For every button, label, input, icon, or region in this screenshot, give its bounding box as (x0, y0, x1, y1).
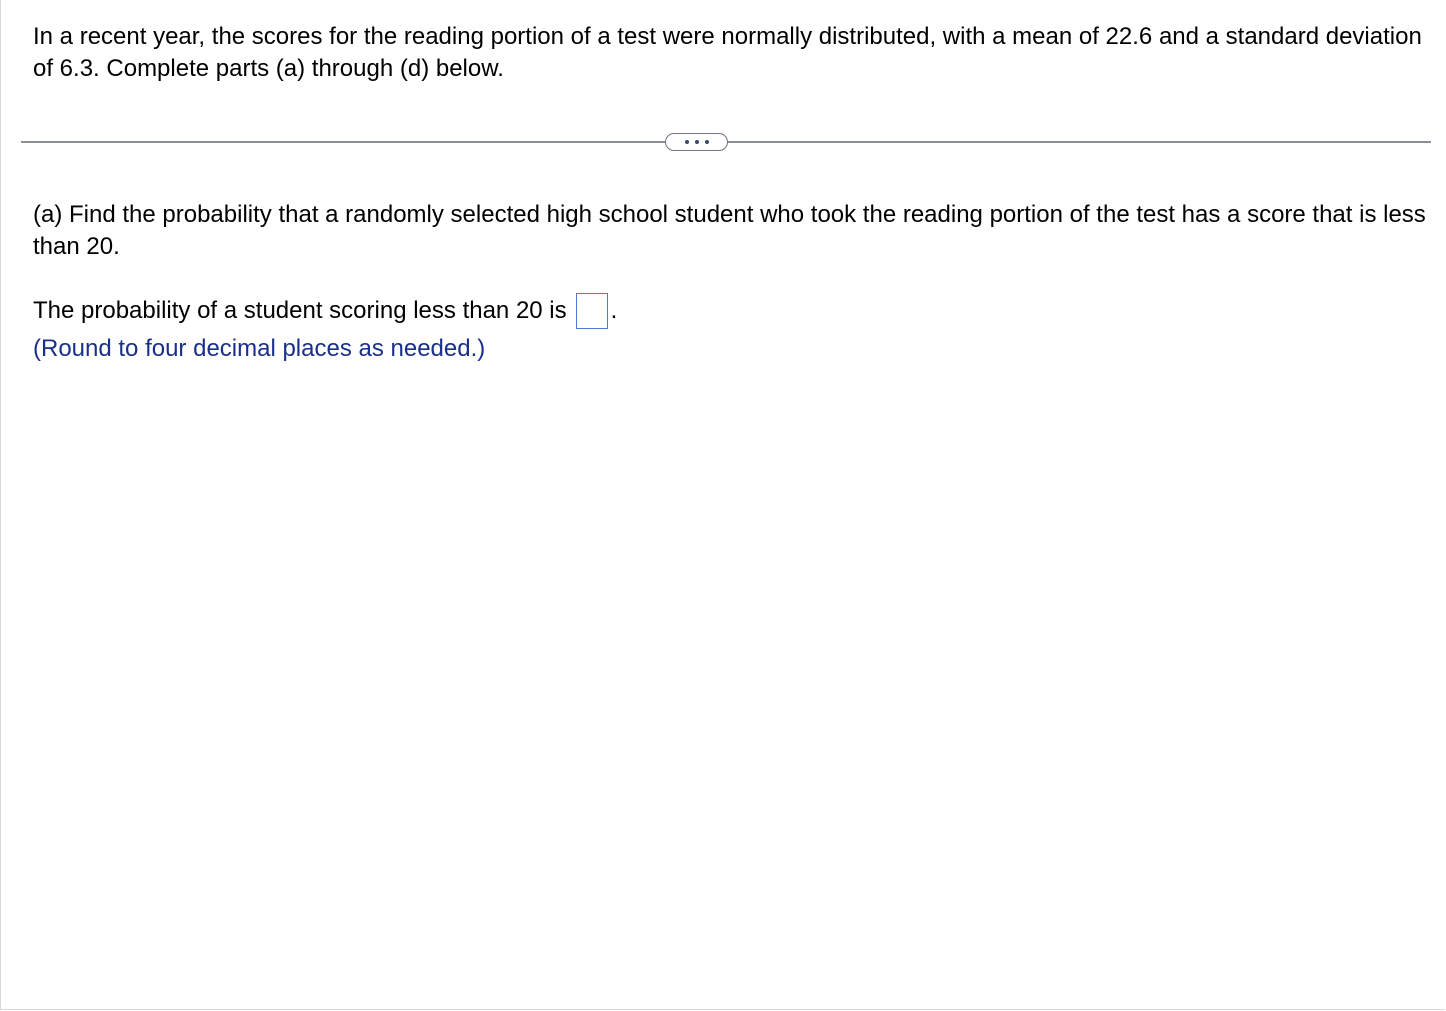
ellipsis-dot-icon (695, 140, 699, 144)
answer-prefix: The probability of a student scoring less than 20 is (33, 297, 567, 324)
ellipsis-dot-icon (685, 140, 689, 144)
answer-line (33, 293, 617, 329)
question-intro: In a recent year, the scores for the reading portion of a test were normally distributed, with a mean of 22.6 and a standard deviation of 6.3. Complete parts (a) through (d) below. (33, 23, 1422, 82)
answer-suffix: . (610, 297, 618, 324)
part-a-question: (a) Find the probability that a randomly selected high school student who took the reading portion of the test has a score that is less than 20. (33, 201, 1426, 260)
answer-input[interactable] (576, 293, 608, 329)
ellipsis-dot-icon (705, 140, 709, 144)
rounding-hint: (Round to four decimal places as needed.) (33, 335, 486, 362)
expand-more-button[interactable] (665, 133, 728, 151)
